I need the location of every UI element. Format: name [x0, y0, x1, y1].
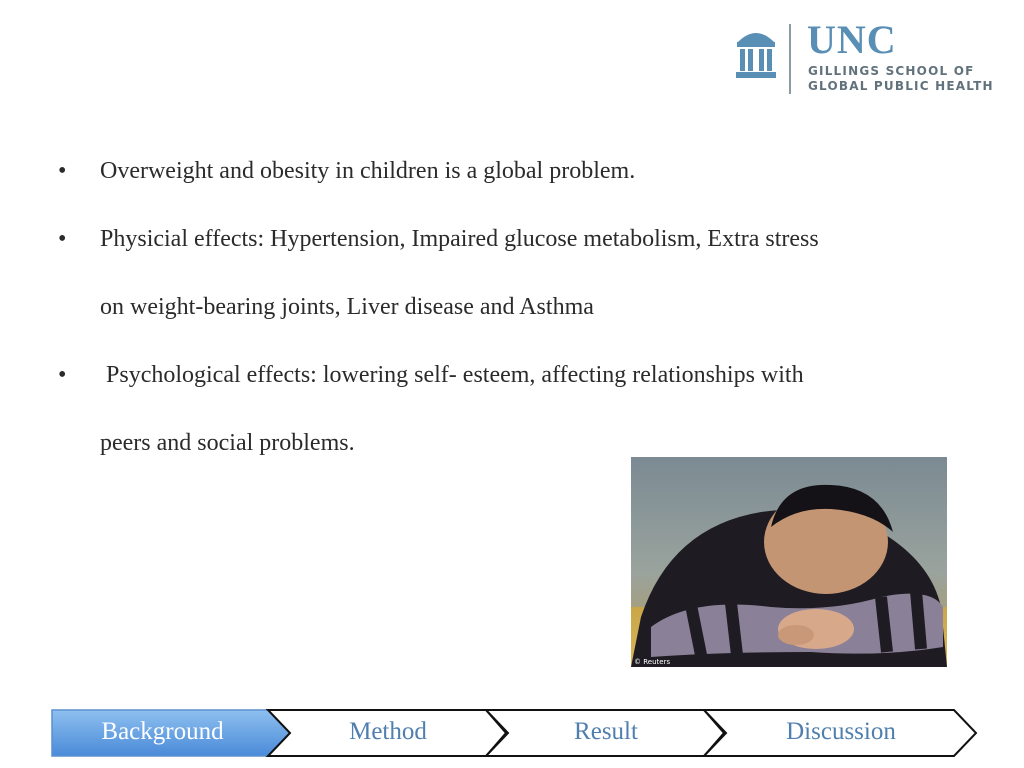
bullet-text: on weight-bearing joints, Liver disease and Asthma — [100, 294, 594, 320]
logo-subtitle-1: GILLINGS SCHOOL OF — [808, 64, 975, 78]
nav-discussion[interactable] — [704, 709, 978, 757]
bullet-text: Psychological effects: lowering self- esteem, affecting relationships with — [100, 362, 804, 388]
bullet-item — [58, 220, 978, 288]
bullet-list — [58, 152, 978, 492]
nav-background[interactable] — [50, 709, 295, 757]
nav-background-label: Background — [101, 718, 224, 745]
nav-method[interactable] — [268, 709, 508, 757]
bullet-text: Physicial effects: Hypertension, Impaired glucose metabolism, Extra stress — [100, 226, 819, 252]
bullet-text: Overweight and obesity in children is a global problem. — [100, 158, 636, 184]
bullet-marker: • — [58, 362, 67, 388]
photo-credit: © Reuters — [634, 658, 671, 666]
logo-subtitle-2: GLOBAL PUBLIC HEALTH — [808, 79, 994, 93]
nav-result-label: Result — [574, 718, 638, 745]
section-nav — [50, 709, 980, 759]
bullet-continuation — [58, 288, 978, 356]
old-well-icon — [734, 26, 778, 80]
bullet-item — [58, 356, 978, 424]
logo-divider — [789, 24, 791, 94]
logo-unc-text: UNC — [807, 17, 897, 62]
child-photo-illustration — [631, 457, 947, 667]
child-photo — [631, 457, 947, 667]
bullet-text: peers and social problems. — [100, 430, 355, 456]
bullet-marker: • — [58, 158, 67, 184]
nav-method-label: Method — [349, 718, 427, 745]
bullet-marker: • — [58, 226, 67, 252]
unc-gillings-logo — [734, 17, 1009, 94]
nav-discussion-label: Discussion — [786, 718, 896, 745]
nav-result[interactable] — [486, 709, 726, 757]
bullet-item — [58, 152, 978, 220]
